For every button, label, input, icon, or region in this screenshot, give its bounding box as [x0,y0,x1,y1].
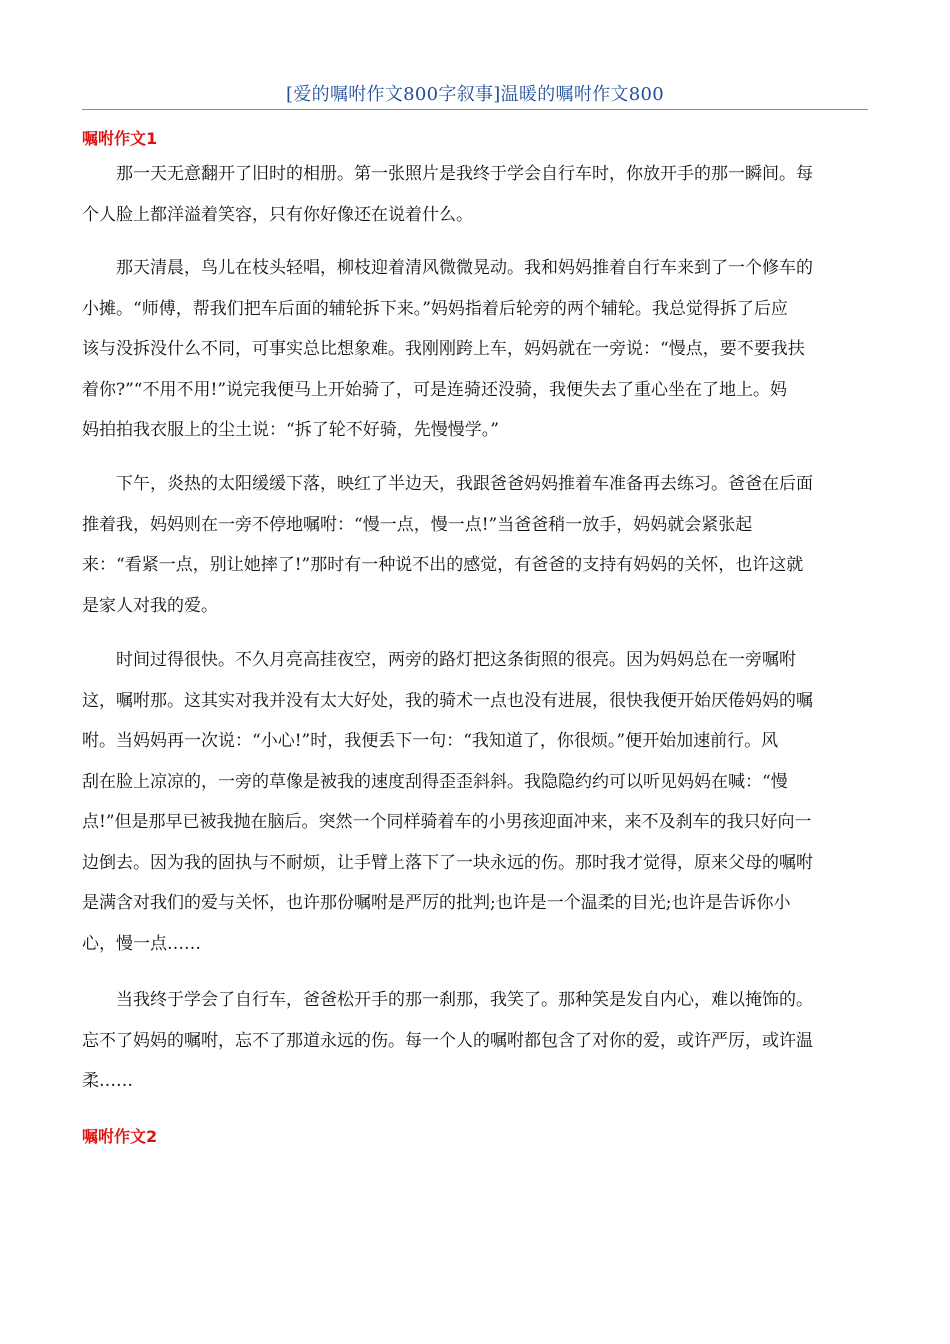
paragraph-line: 该与没拆没什么不同，可事实总比想象难。我刚刚跨上车，妈妈就在一旁说：“慢点，要不要我扶 [82,339,805,359]
paragraph-line: 妈拍拍我衣服上的尘土说：“拆了轮不好骑，先慢慢学。” [82,420,499,440]
title-underline [82,109,868,110]
paragraph-line: 来：“看紧一点，别让她摔了!”那时有一种说不出的感觉，有爸爸的支持有妈妈的关怀，也许这就 [82,555,804,575]
paragraph-line: 忘不了妈妈的嘱咐，忘不了那道永远的伤。每一个人的嘱咐都包含了对你的爱，或许严厉，或许温 [82,1030,813,1051]
paragraph-1 [82,154,868,235]
paragraph-line: 时间过得很快。不久月亮高挂夜空，两旁的路灯把这条街照的很亮。因为妈妈总在一旁嘱咐 [116,650,796,670]
paragraph-3 [82,464,868,626]
paragraph-line: 下午，炎热的太阳缓缓下落，映红了半边天，我跟爸爸妈妈推着车准备再去练习。爸爸在后面 [116,474,813,494]
paragraph-4 [82,640,868,964]
paragraph-line: 柔…… [82,1071,133,1091]
paragraph-line: 着你?”“不用不用!”说完我便马上开始骑了，可是连骑还没骑，我便失去了重心坐在了地上。妈 [82,379,788,400]
paragraph-line: 个人脸上都洋溢着笑容，只有你好像还在说着什么。 [82,204,473,225]
paragraph-line: 推着我，妈妈则在一旁不停地嘱咐：“慢一点，慢一点!”当爸爸稍一放手，妈妈就会紧张起 [82,514,753,535]
paragraph-line: 这，嘱咐那。这其实对我并没有太大好处，我的骑术一点也没有进展，很快我便开始厌倦妈妈的嘱 [82,690,813,711]
paragraph-2 [82,248,868,451]
paragraph-5 [82,980,868,1102]
paragraph-line: 小摊。“师傅，帮我们把车后面的辅轮拆下来。”妈妈指着后轮旁的两个辅轮。我总觉得拆了后应 [82,298,788,319]
paragraph-line: 是家人对我的爱。 [82,595,218,616]
paragraph-line: 刮在脸上凉凉的，一旁的草像是被我的速度刮得歪歪斜斜。我隐隐约约可以听见妈妈在喊：“慢 [82,771,788,792]
paragraph-line: 心，慢一点…… [82,933,201,954]
document-title: [爱的嘱咐作文800字叙事]温暖的嘱咐作文800 [286,84,664,105]
paragraph-line: 点!”但是那早已被我抛在脑后。突然一个同样骑着车的小男孩迎面冲来，来不及刹车的我只好向一 [82,812,812,832]
paragraph-line: 边倒去。因为我的固执与不耐烦，让手臂上落下了一块永远的伤。那时我才觉得，原来父母的嘱咐 [82,852,813,873]
paragraph-line: 那一天无意翻开了旧时的相册。第一张照片是我终于学会自行车时，你放开手的那一瞬间。每 [116,164,813,184]
paragraph-line: 当我终于学会了自行车，爸爸松开手的那一刹那，我笑了。那种笑是发自内心，难以掩饰的。 [116,990,813,1010]
paragraph-line: 那天清晨，鸟儿在枝头轻唱，柳枝迎着清风微微晃动。我和妈妈推着自行车来到了一个修车的 [116,258,813,278]
paragraph-line: 咐。当妈妈再一次说：“小心!”时，我便丢下一句：“我知道了，你很烦。”便开始加速前行。风 [82,731,779,751]
paragraph-line: 是满含对我们的爱与关怀，也许那份嘱咐是严厉的批判;也许是一个温柔的目光;也许是告诉你小 [82,893,791,913]
section-heading-2: 嘱咐作文2 [82,1127,158,1146]
section-heading-1: 嘱咐作文1 [82,129,158,148]
